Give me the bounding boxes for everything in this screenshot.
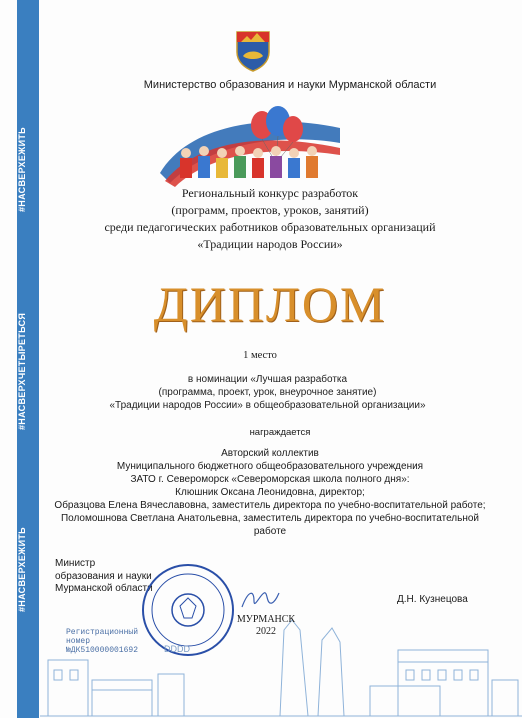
registration-label: Регистрационный номер bbox=[66, 628, 139, 646]
minister-line: Министр bbox=[55, 558, 96, 569]
contest-line: среди педагогических работников образовательных организаций bbox=[104, 220, 436, 234]
hashtag-middle: #НАСВЕРХЧЕТЫРЕТЬСЯ bbox=[17, 312, 27, 430]
recipient-line: ЗАТО г. Североморск «Североморская школа полного дня»: bbox=[130, 474, 410, 485]
city-name: МУРМАНСК bbox=[236, 614, 296, 625]
awarded-label: награждается bbox=[249, 427, 311, 438]
city-and-year bbox=[236, 614, 296, 638]
ministry-name: Министерство образования и науки Мурманской области bbox=[143, 79, 437, 91]
recipients-block bbox=[45, 447, 495, 538]
hashtag-bottom: #НАСВЕРХЕЖИТЬ bbox=[17, 527, 27, 613]
recipient-line: Образцова Елена Вячеславовна, заместитель директора по учебно-воспитательной работе; bbox=[54, 500, 486, 511]
hashtag-top: #НАСВЕРХЕЖИТЬ bbox=[17, 127, 27, 213]
recipient-line: Поломошнова Светлана Анатольевна, заместитель директора по учебно-воспитательной работе bbox=[60, 513, 480, 537]
contest-line: Региональный конкурс разработок bbox=[181, 186, 359, 200]
registration-number bbox=[66, 628, 166, 655]
coat-of-arms-icon bbox=[233, 26, 273, 72]
contest-title bbox=[90, 185, 450, 253]
nomination-line: (программа, проект, урок, внеурочное занятие) bbox=[158, 387, 377, 398]
minister-line: образования и науки bbox=[55, 570, 152, 582]
recipient-line: Муниципального бюджетного общеобразовательного учреждения bbox=[116, 461, 424, 472]
diploma-title: ДИПЛОМ bbox=[153, 276, 387, 332]
year: 2022 bbox=[256, 626, 276, 637]
arrows-decoration: DDDD bbox=[164, 644, 190, 654]
recipient-line: Клюшник Оксана Леонидовна, директор; bbox=[175, 487, 365, 498]
contest-line: (программ, проектов, уроков, занятий) bbox=[171, 203, 369, 217]
nomination-line: в номинации «Лучшая разработка bbox=[187, 374, 348, 385]
place-label: 1 место bbox=[243, 350, 277, 361]
nomination-line: «Традиции народов России» в общеобразовательной организации» bbox=[109, 400, 426, 411]
signer-name: Д.Н. Кузнецова bbox=[397, 594, 468, 605]
nomination-text bbox=[95, 373, 440, 412]
signature bbox=[240, 585, 280, 613]
recipient-line: Авторский коллектив bbox=[221, 448, 319, 459]
contest-line: «Традиции народов России» bbox=[197, 237, 343, 251]
registration-value: №ДК510000001692 bbox=[66, 646, 139, 655]
folk-dolls-illustration bbox=[150, 103, 350, 193]
minister-line: Мурманской области bbox=[55, 583, 153, 594]
